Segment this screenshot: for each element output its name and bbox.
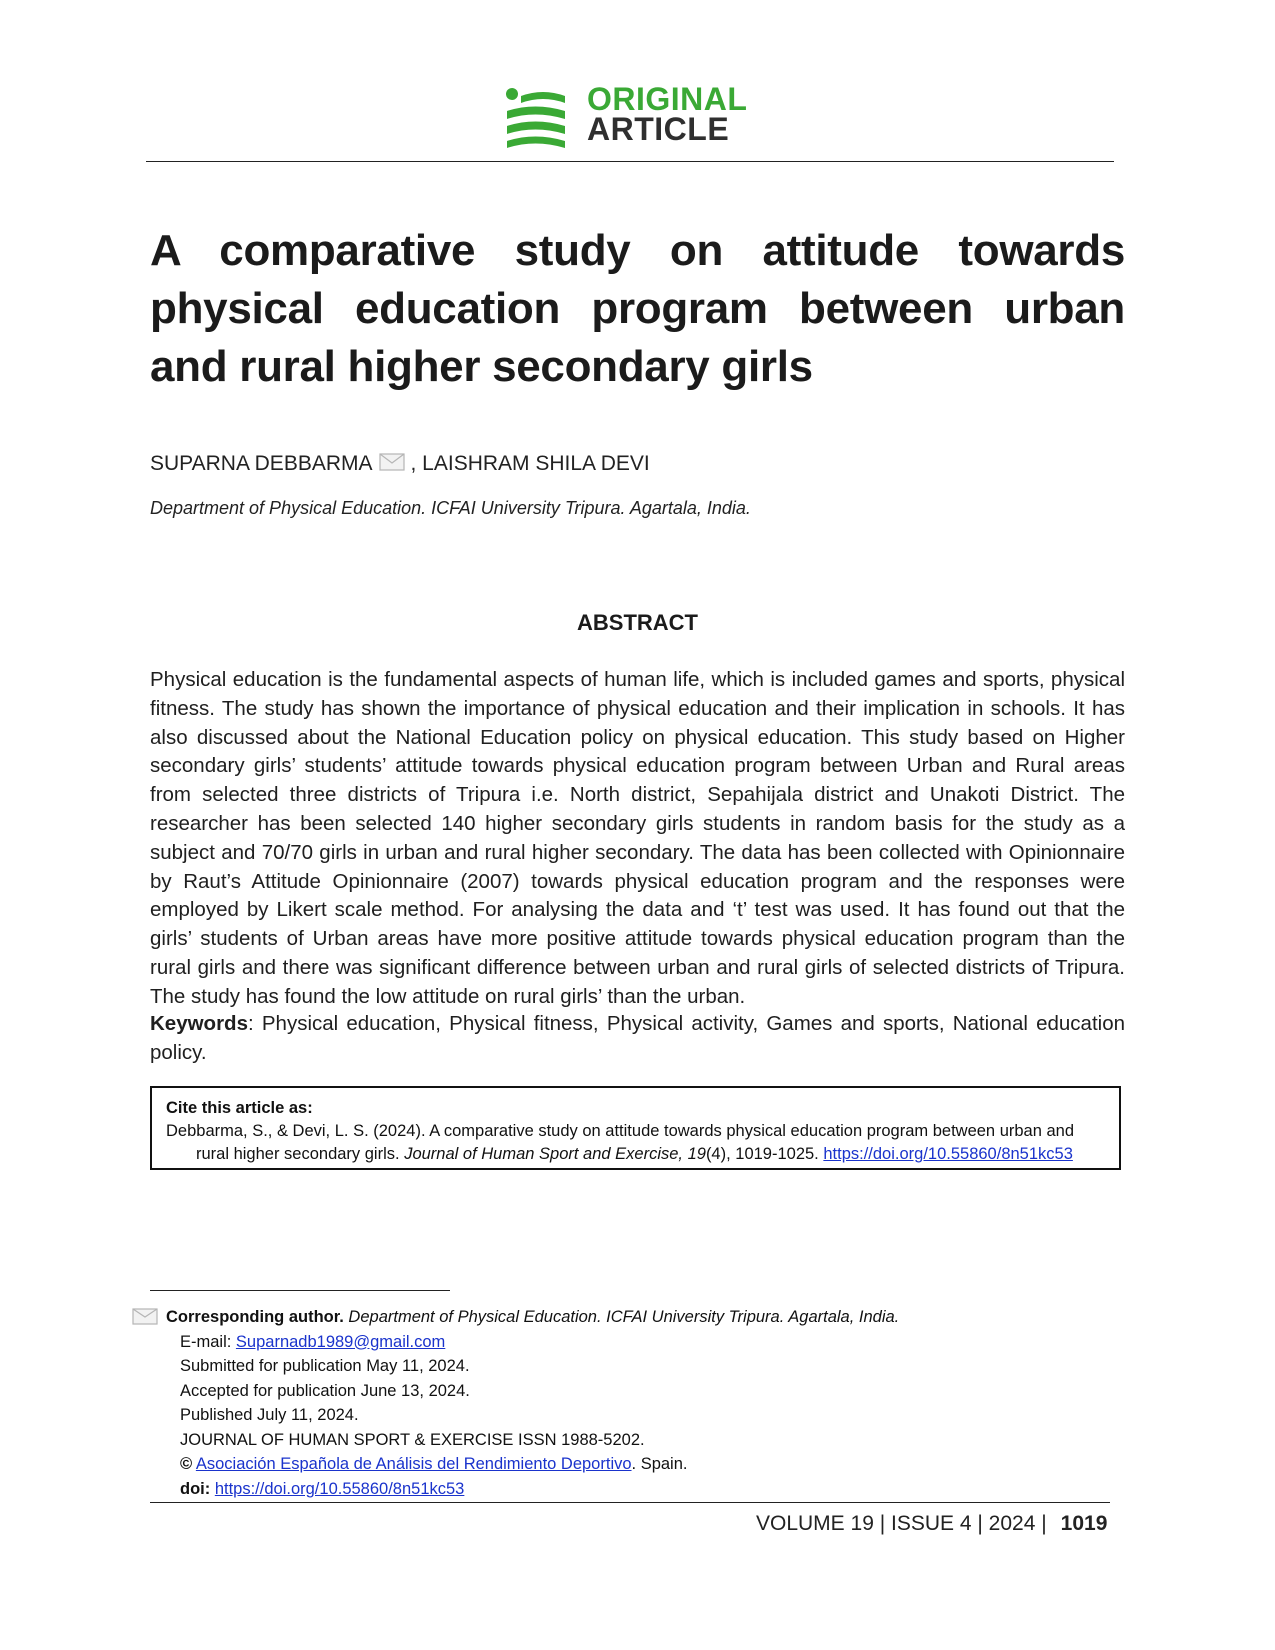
citation-reference <box>166 1120 1105 1166</box>
journal-issn: JOURNAL OF HUMAN SPORT & EXERCISE ISSN 1988-5202. <box>180 1430 645 1449</box>
page-number: 1019 <box>1060 1512 1108 1535</box>
copyright-symbol: © <box>180 1455 193 1473</box>
abstract-heading: ABSTRACT <box>577 610 698 635</box>
email-row <box>132 1330 1132 1355</box>
footnote <box>132 1305 1132 1501</box>
stripes-logo-icon <box>505 86 567 148</box>
logo-text <box>587 81 748 147</box>
envelope-icon[interactable] <box>379 453 405 471</box>
keywords-label: Keywords <box>150 1012 248 1035</box>
copyright-row <box>132 1452 1132 1477</box>
footer-rule <box>150 1502 1110 1503</box>
abstract-body: Physical education is the fundamental aspects of human life, which is included games and sports, physical fitness. The study has shown the importance of physical education and their implication in schools. It has also discussed about the National Education policy on physical education. This study based on Higher secondary girls’ students’ attitude towards physical education program between Urban and Rural areas from selected three districts of Tripura i.e. North district, Sepahijala district and Unakoti District. The researcher has been selected 140 higher secondary girls students in random basis for the study as a subject and 70/70 girls in urban and rural higher secondary. The data has been collected with Opinionnaire by Raut’s Attitude Opinionnaire (2007) towards physical education program and the responses were employed by Likert scale method. For analysing the data and ‘t’ test was used. It has found out that the girls’ students of Urban areas have more positive attitude towards physical education program than the rural girls and there was significant difference between urban and rural girls of selected districts of Tripura. The study has found the low attitude on rural girls’ than the urban. <box>150 668 1125 1008</box>
author-2: , LAISHRAM SHILA DEVI <box>410 452 650 475</box>
page-footer <box>756 1512 1107 1536</box>
doi-label: doi: <box>180 1479 215 1498</box>
accepted-date: Accepted for publication June 13, 2024. <box>180 1381 470 1400</box>
email-label: E-mail: <box>180 1332 236 1351</box>
email-link[interactable]: Suparnadb1989@gmail.com <box>235 1332 446 1351</box>
citation-doi-link[interactable]: https://doi.org/10.55860/8n51kc53 <box>823 1145 1073 1163</box>
footnote-rule <box>150 1290 450 1291</box>
keywords-list: : Physical education, Physical fitness, Physical activity, Games and sports, National education policy. <box>150 1012 1125 1064</box>
citation-journal: Journal of Human Sport and Exercise, 19 <box>404 1145 706 1163</box>
published-date: Published July 11, 2024. <box>180 1406 359 1424</box>
citation-issue: (4), 1019-1025. <box>705 1145 824 1163</box>
envelope-icon <box>132 1308 158 1325</box>
corresponding-author-row <box>132 1305 1132 1330</box>
author-1: SUPARNA DEBBARMA <box>150 452 373 475</box>
logo-line-article: ARTICLE <box>587 111 730 147</box>
original-article-logo <box>505 81 775 150</box>
corresponding-affiliation: Department of Physical Education. ICFAI University Tripura. Agartala, India. <box>343 1308 900 1326</box>
citation-box <box>150 1086 1121 1170</box>
volume-issue-year: VOLUME 19 | ISSUE 4 | 2024 | <box>756 1512 1047 1535</box>
header-rule <box>146 161 1114 162</box>
logo-line-original: ORIGINAL <box>587 81 748 117</box>
corresponding-label: Corresponding author. <box>166 1308 344 1326</box>
keywords <box>150 1010 1125 1068</box>
doi-row <box>132 1477 1132 1502</box>
citation-text: Debbarma, S., & Devi, L. S. (2024). A comparative study on attitude towards physical education program between urban and rural higher secondary girls. <box>166 1122 1075 1163</box>
submitted-date: Submitted for publication May 11, 2024. <box>180 1357 470 1375</box>
article-title: A comparative study on attitude towards physical education program between urban and rural higher secondary girls <box>150 226 1125 391</box>
copyright-country: . Spain. <box>631 1455 688 1473</box>
footnote-doi-link[interactable]: https://doi.org/10.55860/8n51kc53 <box>214 1479 465 1498</box>
author-line <box>150 452 650 476</box>
citation-heading: Cite this article as: <box>166 1099 313 1117</box>
copyright-org-link[interactable]: Asociación Española de Análisis del Rendimiento Deportivo <box>195 1455 632 1473</box>
affiliation: Department of Physical Education. ICFAI University Tripura. Agartala, India. <box>150 498 751 518</box>
